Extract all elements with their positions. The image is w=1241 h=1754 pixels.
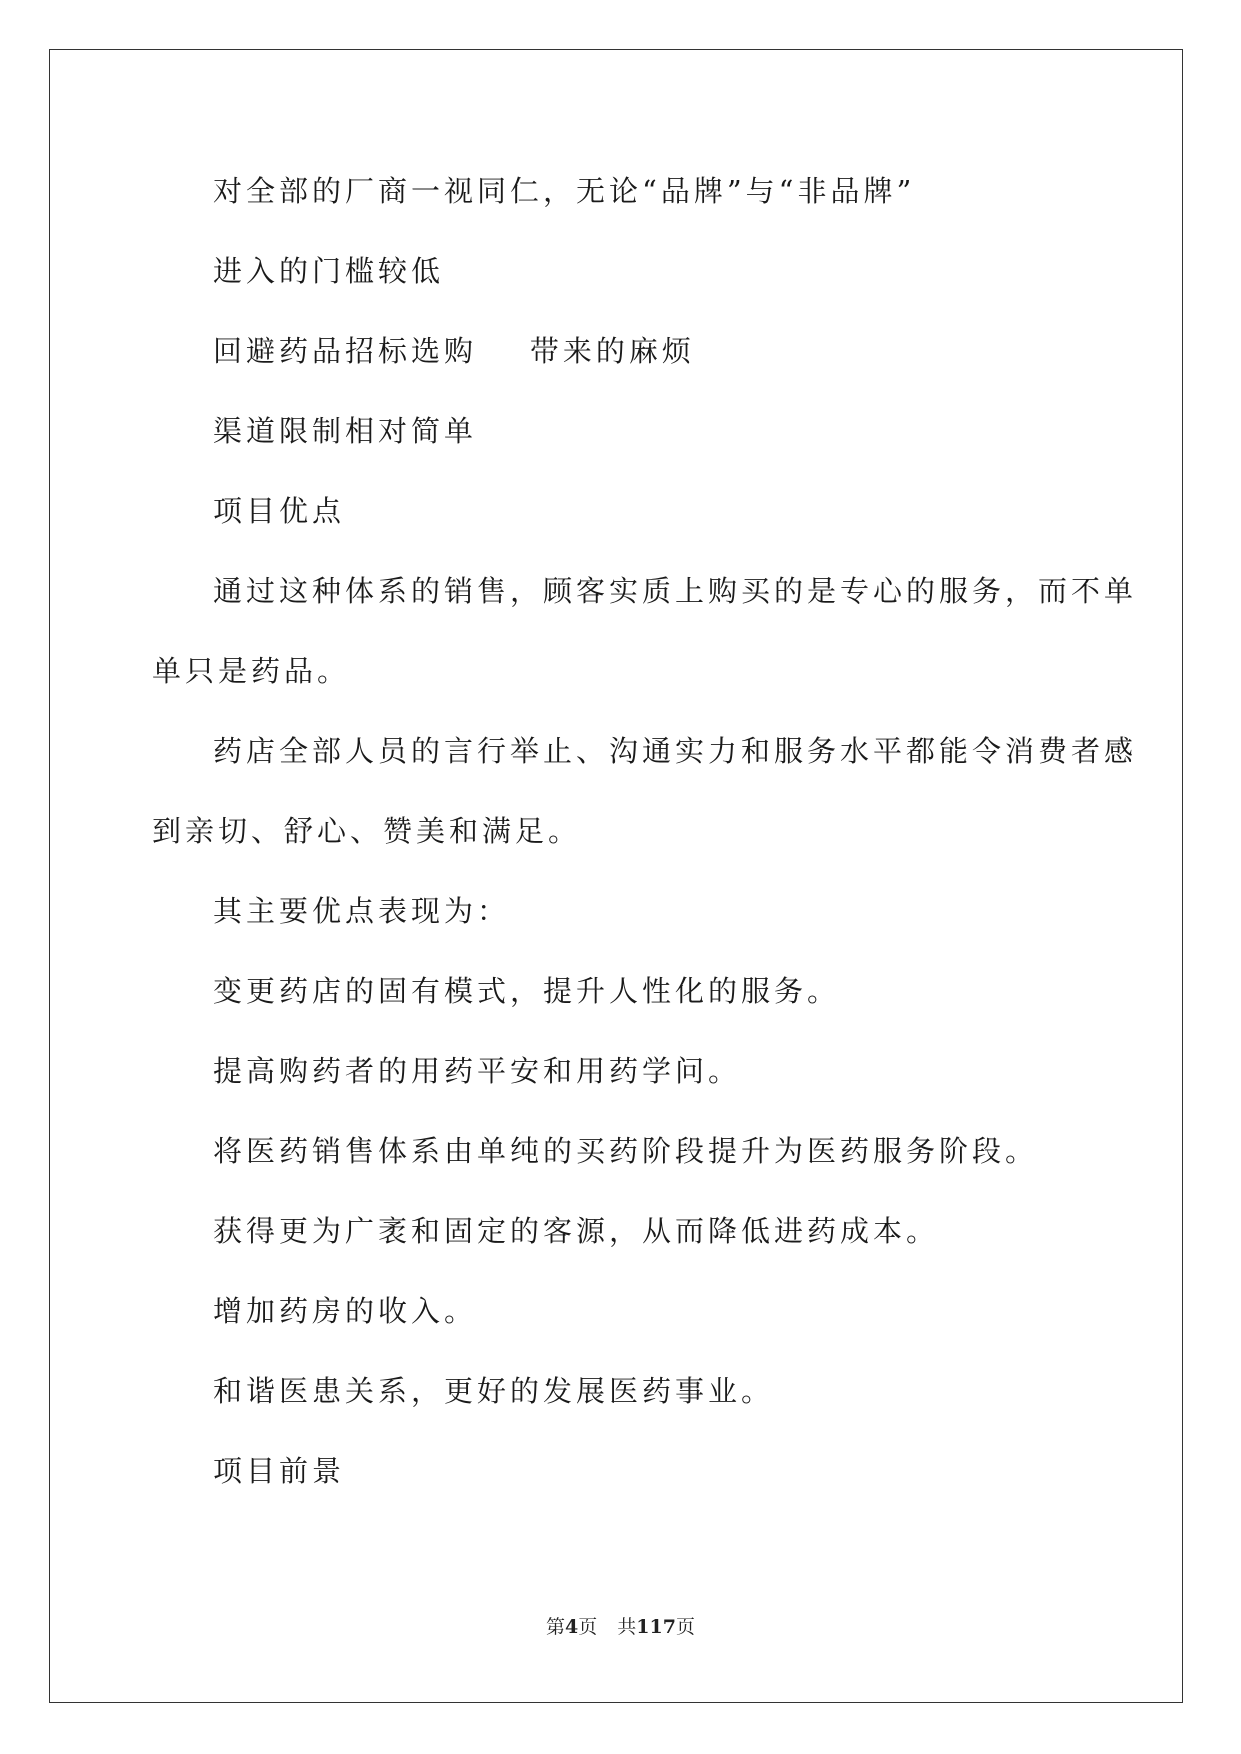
paragraph-line: 提高购药者的用药平安和用药学问。 — [213, 1054, 742, 1088]
paragraph-line: 对全部的厂商一视同仁，无论“品牌”与“非品牌” — [213, 174, 916, 208]
paragraph-line: 和谐医患关系，更好的发展医药事业。 — [213, 1374, 775, 1408]
section-heading: 项目前景 — [213, 1454, 346, 1488]
total-pages: 117 — [636, 1616, 676, 1638]
paragraph-line: 变更药店的固有模式，提升人性化的服务。 — [213, 974, 841, 1008]
page-number: 4 — [565, 1616, 579, 1638]
paragraph-line: 其主要优点表现为： — [213, 894, 511, 928]
paragraph-line: 获得更为广袤和固定的客源，从而降低进药成本。 — [213, 1214, 940, 1248]
paragraph-line: 增加药房的收入。 — [213, 1294, 478, 1328]
paragraph-line: 渠道限制相对简单 — [213, 414, 478, 448]
paragraph-line: 单只是药品。 — [152, 654, 351, 688]
page-suffix: 页 — [578, 1616, 598, 1638]
paragraph-line: 药店全部人员的言行举止、沟通实力和服务水平都能令消费者感 — [213, 734, 1138, 768]
page-prefix: 第 — [546, 1616, 566, 1638]
paragraph-line: 进入的门槛较低 — [213, 254, 445, 288]
paragraph-line: 将医药销售体系由单纯的买药阶段提升为医药服务阶段。 — [213, 1134, 1039, 1168]
total-prefix: 共 — [617, 1616, 637, 1638]
section-heading: 项目优点 — [213, 494, 346, 528]
paragraph-line: 通过这种体系的销售，顾客实质上购买的是专心的服务，而不单 — [213, 574, 1138, 608]
paragraph-line: 到亲切、舒心、赞美和满足。 — [152, 814, 582, 848]
total-suffix: 页 — [675, 1616, 695, 1638]
paragraph-line: 回避药品招标选购 带来的麻烦 — [213, 334, 695, 368]
page-footer — [0, 1618, 1241, 1637]
